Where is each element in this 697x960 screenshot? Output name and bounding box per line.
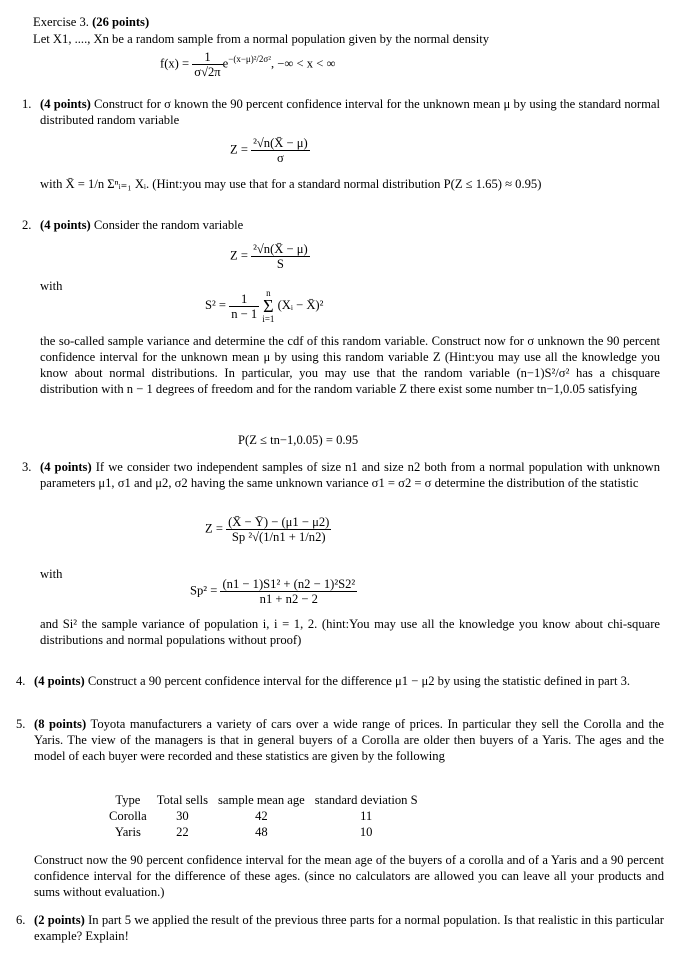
part-6-body: In part 5 we applied the result of the previous three parts for a normal population. Is that realistic in this particular example? Explain!	[34, 913, 664, 943]
sp-fraction	[220, 577, 357, 606]
part-1-points: (4 points)	[40, 97, 91, 111]
table-cell: 42	[255, 809, 268, 823]
table-row	[104, 808, 423, 824]
part-3-points: (4 points)	[40, 460, 92, 474]
part-5-after: Construct now the 90 percent confidence interval for the mean age of the buyers of a corolla and of a Yaris and a 90 percent confidence interval for the difference of these ages. (since no calculators are allowed you can leave all your products and sums without evaluation.)	[34, 853, 664, 899]
density-exponent: −(x−μ)²/2σ²	[228, 54, 271, 65]
density-formula	[160, 50, 335, 79]
part-3-formula	[205, 515, 331, 544]
table-header-cell: Type	[115, 793, 141, 807]
part-2-formula-lhs: Z =	[230, 248, 248, 263]
part-2-points: (4 points)	[40, 218, 91, 232]
part-3-formula-fraction	[226, 515, 331, 544]
part-2-after: the so-called sample variance and determine the cdf of this random variable. Construct now for σ unknown the 90 percent confidence interval for the unknown mean μ by using this random variable Z (Hint:you may use all the knowledge you know about normal distributions. In particular, you may use that the random variable (n−1)S²/σ² has a chisquare distribution with n − 1 degrees of freedom and for the random variable Z there exist some number tn−1,0.05 satisfying	[40, 334, 660, 396]
part-4-number: 4.	[16, 674, 26, 688]
part-4-points: (4 points)	[34, 674, 85, 688]
part-2-formula-denominator: S	[276, 257, 284, 271]
s2-sum-top: n	[266, 288, 271, 298]
s2-sum-bottom: i=1	[262, 314, 275, 324]
table-cell: 48	[255, 825, 268, 839]
table-cell: 30	[176, 809, 189, 823]
s2-formula	[205, 288, 323, 324]
part-1-formula-fraction	[251, 136, 310, 165]
part-5-number: 5.	[16, 717, 26, 731]
table-header-cell: Total sells	[156, 793, 209, 807]
part-4-body: Construct a 90 percent confidence interval for the difference μ1 − μ2 by using the statistic defined in part 3.	[87, 674, 631, 688]
sp-numerator: (n1 − 1)S1² + (n2 − 1)²S2²	[222, 577, 356, 591]
exercise-title: Exercise 3.	[33, 15, 89, 29]
buyer-stats-table	[104, 792, 423, 840]
part-3-after: and Si² the sample variance of population i, i = 1, 2. (hint:You may use all the knowledge you know about chi-square distributions and normal populations without proof)	[40, 617, 660, 647]
part-6-text	[34, 912, 664, 944]
part-2-formula	[230, 242, 310, 271]
part-2-formula-numerator: ²√n(X̄ − μ)	[253, 242, 308, 256]
part-3-formula-numerator: (X̄ − Ȳ) − (μ1 − μ2)	[228, 515, 330, 529]
table-header-cell: standard deviation S	[314, 793, 418, 807]
table-cell: Corolla	[109, 809, 147, 823]
density-fraction	[192, 50, 222, 79]
table-cell: 22	[176, 825, 189, 839]
part-6-number: 6.	[16, 913, 26, 927]
s2-lhs: S² =	[205, 297, 227, 312]
part-3-formula-lhs: Z =	[205, 521, 223, 536]
density-range: , −∞ < x < ∞	[270, 56, 336, 71]
exercise-points: (26 points)	[92, 15, 150, 29]
s2-body: (Xᵢ − X̄)²	[277, 297, 324, 312]
part-1-number: 1.	[22, 97, 32, 111]
s2-denominator: n − 1	[231, 306, 258, 321]
s2-sum-sign: Σ	[263, 296, 274, 316]
part-2-formula-fraction	[251, 242, 310, 271]
exercise-heading	[33, 14, 149, 30]
sp-formula	[190, 577, 357, 606]
part-1-formula-numerator: ²√n(X̄ − μ)	[253, 136, 308, 150]
part-5-text	[34, 716, 664, 764]
part-4-text	[34, 673, 664, 689]
table-header-row	[104, 792, 423, 808]
part-6-points: (2 points)	[34, 913, 85, 927]
part-1-body: Construct for σ known the 90 percent confidence interval for the unknown mean μ by using the standard normal distributed random variable	[40, 97, 660, 127]
density-lhs: f(x) =	[160, 56, 190, 71]
sp-lhs: Sp² =	[190, 583, 218, 598]
part-1-formula-lhs: Z =	[230, 142, 248, 157]
s2-numerator: 1	[229, 292, 259, 307]
part-2-body: Consider the random variable	[93, 218, 244, 232]
part-2-with: with	[40, 279, 63, 293]
part-2-probability: P(Z ≤ tn−1,0.05) = 0.95	[238, 433, 359, 447]
table-header-cell: sample mean age	[218, 793, 305, 807]
part-3-text	[40, 459, 660, 491]
part-5-body: Toyota manufacturers a variety of cars over a wide range of prices. In particular they sell the Corolla and the Yaris. The view of the managers is that in general buyers of a Corolla are older then buyers of a Yaris. The ages and the model of each buyer were recorded and these statistics are given by the following	[34, 717, 665, 763]
density-exp-base: e	[222, 56, 229, 71]
table-cell: 11	[360, 809, 373, 823]
part-5-points: (8 points)	[34, 717, 87, 731]
s2-sum	[262, 288, 274, 324]
part-2-number: 2.	[22, 218, 32, 232]
part-1-text	[40, 96, 660, 128]
exercise-intro: Let X1, ...., Xn be a random sample from a normal population given by the normal density	[33, 32, 490, 46]
part-3-formula-denominator: Sp ²√(1/n1 + 1/n2)	[231, 530, 326, 544]
table-cell: 10	[359, 825, 373, 839]
part-1-after: with X̄ = 1/n Σⁿᵢ₌₁ Xᵢ. (Hint:you may use that for a standard normal distribution P(Z ≤ 1.65) ≈ 0.95)	[40, 177, 542, 191]
s2-fraction	[229, 292, 259, 321]
part-3-body: If we consider two independent samples of size n1 and size n2 both from a normal population with unknown parameters μ1, σ1 and μ2, σ2 having the same unknown variance σ1 = σ2 = σ determine the distribution of the statistic	[40, 460, 660, 490]
density-numerator: 1	[192, 50, 222, 65]
part-1-formula	[230, 136, 310, 165]
part-2-text	[40, 217, 660, 233]
density-denominator: σ√2π	[194, 65, 221, 79]
table-row	[104, 824, 423, 840]
part-3-number: 3.	[22, 460, 32, 474]
table-cell: Yaris	[114, 825, 141, 839]
part-3-with: with	[40, 567, 63, 581]
sp-denominator: n1 + n2 − 2	[259, 592, 318, 606]
part-1-formula-denominator: σ	[277, 151, 284, 165]
